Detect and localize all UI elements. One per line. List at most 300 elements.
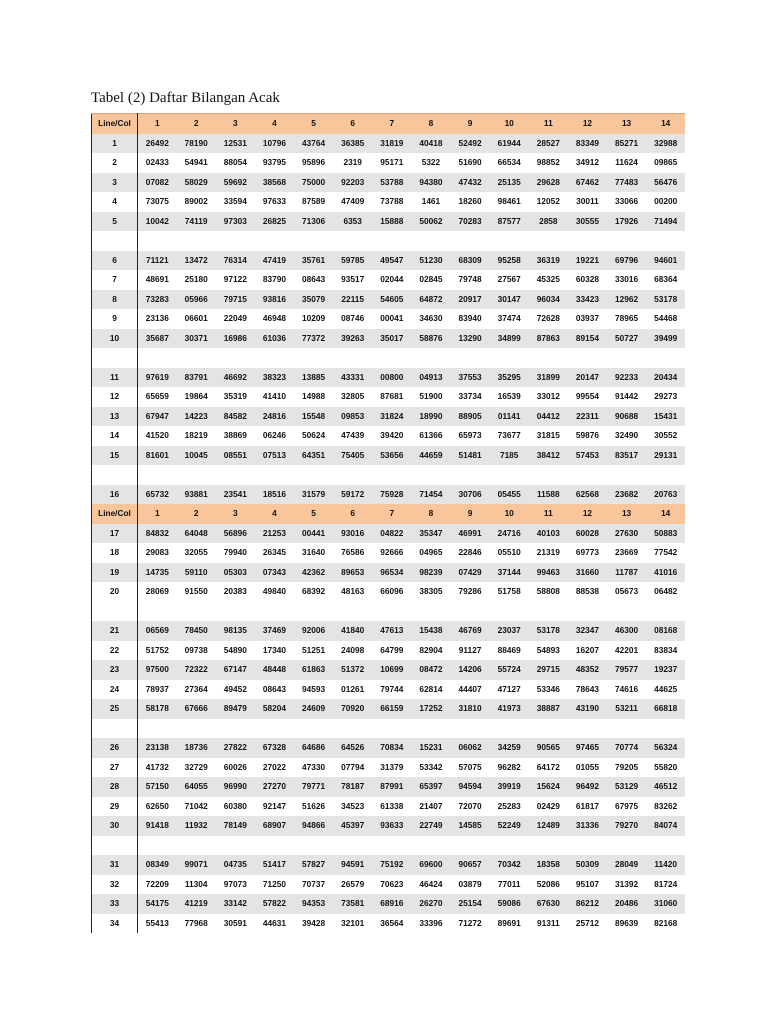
random-number-cell: 72209 <box>138 875 177 895</box>
random-number-cell: 87991 <box>372 777 411 797</box>
random-number-cell: 51230 <box>411 251 450 271</box>
random-number-cell: 93795 <box>255 153 294 173</box>
random-number-cell: 68309 <box>451 251 490 271</box>
random-number-cell: 72322 <box>177 660 216 680</box>
table-row <box>92 270 686 290</box>
spacer-cell <box>92 719 138 739</box>
random-number-cell: 65732 <box>138 485 177 505</box>
random-number-cell: 34899 <box>490 329 529 349</box>
random-number-cell: 66159 <box>372 699 411 719</box>
column-header: 12 <box>568 114 607 134</box>
table-row <box>92 134 686 154</box>
random-number-cell: 2858 <box>529 212 568 232</box>
random-number-cell: 53342 <box>411 758 450 778</box>
random-number-cell: 24609 <box>294 699 333 719</box>
random-number-cell: 61036 <box>255 329 294 349</box>
random-number-cell: 77483 <box>607 173 646 193</box>
random-number-cell: 47439 <box>333 426 372 446</box>
random-number-cell: 92203 <box>333 173 372 193</box>
random-number-cell: 87589 <box>294 192 333 212</box>
random-number-cell: 46512 <box>646 777 685 797</box>
random-number-cell: 31336 <box>568 816 607 836</box>
random-number-cell: 71306 <box>294 212 333 232</box>
random-number-cell: 44625 <box>646 680 685 700</box>
random-number-cell: 90688 <box>607 407 646 427</box>
random-number-cell: 31392 <box>607 875 646 895</box>
random-number-cell: 87863 <box>529 329 568 349</box>
random-number-cell: 51372 <box>333 660 372 680</box>
random-number-cell: 71454 <box>411 485 450 505</box>
random-number-cell: 25283 <box>490 797 529 817</box>
random-number-cell: 30011 <box>568 192 607 212</box>
random-number-cell: 98239 <box>411 563 450 583</box>
random-number-cell: 33396 <box>411 914 450 934</box>
random-number-cell: 88469 <box>490 641 529 661</box>
random-number-cell: 21253 <box>255 524 294 544</box>
random-number-cell: 67666 <box>177 699 216 719</box>
random-number-cell: 20383 <box>216 582 255 602</box>
table-row <box>92 816 686 836</box>
random-number-cell: 46948 <box>255 309 294 329</box>
random-number-cell: 35319 <box>216 387 255 407</box>
random-number-cell: 95107 <box>568 875 607 895</box>
random-number-cell: 33734 <box>451 387 490 407</box>
table-row <box>92 680 686 700</box>
line-col-header: Line/Col <box>92 114 138 134</box>
random-number-cell: 12531 <box>216 134 255 154</box>
line-number: 24 <box>92 680 138 700</box>
random-number-cell: 43331 <box>333 368 372 388</box>
random-number-cell: 56896 <box>216 524 255 544</box>
random-number-cell: 32729 <box>177 758 216 778</box>
random-number-cell: 10042 <box>138 212 177 232</box>
random-number-cell: 47330 <box>294 758 333 778</box>
random-number-cell: 81724 <box>646 875 685 895</box>
random-number-cell: 51900 <box>411 387 450 407</box>
random-number-cell: 35687 <box>138 329 177 349</box>
random-number-cell: 58204 <box>255 699 294 719</box>
line-number: 25 <box>92 699 138 719</box>
random-number-cell: 97122 <box>216 270 255 290</box>
column-header: 9 <box>451 504 490 524</box>
random-number-cell: 11932 <box>177 816 216 836</box>
random-number-cell: 31819 <box>372 134 411 154</box>
column-header: 5 <box>294 504 333 524</box>
random-number-cell: 07343 <box>255 563 294 583</box>
random-number-cell: 94594 <box>451 777 490 797</box>
random-number-cell: 51251 <box>294 641 333 661</box>
table-row <box>92 563 686 583</box>
random-number-cell: 12052 <box>529 192 568 212</box>
random-number-cell: 61817 <box>568 797 607 817</box>
random-number-cell: 35017 <box>372 329 411 349</box>
random-number-cell: 84074 <box>646 816 685 836</box>
random-number-cell: 41410 <box>255 387 294 407</box>
random-number-cell: 43764 <box>294 134 333 154</box>
random-number-cell: 58808 <box>529 582 568 602</box>
random-number-cell: 78937 <box>138 680 177 700</box>
random-number-cell: 61863 <box>294 660 333 680</box>
random-number-cell: 15888 <box>372 212 411 232</box>
random-number-cell: 00441 <box>294 524 333 544</box>
random-number-cell: 45397 <box>333 816 372 836</box>
random-number-cell: 96034 <box>529 290 568 310</box>
random-number-cell: 73788 <box>372 192 411 212</box>
random-number-cell: 06246 <box>255 426 294 446</box>
random-number-cell: 89653 <box>333 563 372 583</box>
random-number-cell: 06601 <box>177 309 216 329</box>
random-number-cell: 07513 <box>255 446 294 466</box>
random-number-cell: 95896 <box>294 153 333 173</box>
column-header: 2 <box>177 504 216 524</box>
random-number-cell: 58178 <box>138 699 177 719</box>
table-row <box>92 914 686 934</box>
random-number-cell: 15431 <box>646 407 685 427</box>
random-number-cell: 15231 <box>411 738 450 758</box>
random-number-cell: 81601 <box>138 446 177 466</box>
random-number-cell: 55820 <box>646 758 685 778</box>
random-number-cell: 97619 <box>138 368 177 388</box>
random-number-cell: 51481 <box>451 446 490 466</box>
random-number-cell: 11624 <box>607 153 646 173</box>
random-number-cell: 49840 <box>255 582 294 602</box>
random-number-cell: 94380 <box>411 173 450 193</box>
random-number-cell: 70920 <box>333 699 372 719</box>
random-number-cell: 34630 <box>411 309 450 329</box>
random-number-cell: 97303 <box>216 212 255 232</box>
random-number-cell: 27822 <box>216 738 255 758</box>
random-number-cell: 48691 <box>138 270 177 290</box>
random-number-cell: 55724 <box>490 660 529 680</box>
random-number-cell: 53211 <box>607 699 646 719</box>
column-header: 10 <box>490 504 529 524</box>
random-number-cell: 71121 <box>138 251 177 271</box>
random-number-cell: 61944 <box>490 134 529 154</box>
random-number-cell: 04913 <box>411 368 450 388</box>
random-number-cell: 04735 <box>216 855 255 875</box>
random-number-cell: 11304 <box>177 875 216 895</box>
random-number-cell: 16539 <box>490 387 529 407</box>
random-number-cell: 05455 <box>490 485 529 505</box>
random-number-cell: 57075 <box>451 758 490 778</box>
random-number-cell: 68392 <box>294 582 333 602</box>
line-number: 17 <box>92 524 138 544</box>
column-header: 7 <box>372 504 411 524</box>
line-col-header: Line/Col <box>92 504 138 524</box>
random-number-cell: 59692 <box>216 173 255 193</box>
random-number-cell: 38412 <box>529 446 568 466</box>
random-number-cell: 67630 <box>529 894 568 914</box>
random-number-cell: 13885 <box>294 368 333 388</box>
random-number-cell: 71494 <box>646 212 685 232</box>
random-number-cell: 22846 <box>451 543 490 563</box>
line-number: 20 <box>92 582 138 602</box>
table-row <box>92 309 686 329</box>
random-number-cell: 92006 <box>294 621 333 641</box>
random-number-cell: 92233 <box>607 368 646 388</box>
spacer-row <box>92 719 686 739</box>
random-number-cell: 32347 <box>568 621 607 641</box>
random-number-cell: 70283 <box>451 212 490 232</box>
column-header: 14 <box>646 114 685 134</box>
random-number-cell: 32805 <box>333 387 372 407</box>
random-number-cell: 82168 <box>646 914 685 934</box>
random-number-cell: 26579 <box>333 875 372 895</box>
random-number-cell: 33142 <box>216 894 255 914</box>
random-number-cell: 32055 <box>177 543 216 563</box>
random-number-cell: 37553 <box>451 368 490 388</box>
line-number: 27 <box>92 758 138 778</box>
table-row <box>92 641 686 661</box>
random-number-cell: 17926 <box>607 212 646 232</box>
random-number-cell: 66818 <box>646 699 685 719</box>
random-number-cell: 23037 <box>490 621 529 641</box>
random-number-cell: 44659 <box>411 446 450 466</box>
random-number-cell: 53129 <box>607 777 646 797</box>
random-number-cell: 96990 <box>216 777 255 797</box>
random-number-cell: 53788 <box>372 173 411 193</box>
random-number-cell: 53656 <box>372 446 411 466</box>
random-number-cell: 78450 <box>177 621 216 641</box>
line-number: 32 <box>92 875 138 895</box>
random-number-cell: 75928 <box>372 485 411 505</box>
random-number-cell: 12962 <box>607 290 646 310</box>
random-number-cell: 16207 <box>568 641 607 661</box>
random-number-cell: 70834 <box>372 738 411 758</box>
random-number-cell: 51690 <box>451 153 490 173</box>
random-number-cell: 60026 <box>216 758 255 778</box>
random-number-cell: 90657 <box>451 855 490 875</box>
random-number-cell: 35079 <box>294 290 333 310</box>
random-number-cell: 96492 <box>568 777 607 797</box>
random-number-cell: 05510 <box>490 543 529 563</box>
random-number-cell: 79940 <box>216 543 255 563</box>
random-number-cell: 94591 <box>333 855 372 875</box>
random-number-cell: 07082 <box>138 173 177 193</box>
random-number-cell: 41016 <box>646 563 685 583</box>
random-number-cell: 29273 <box>646 387 685 407</box>
random-number-cell: 94866 <box>294 816 333 836</box>
random-number-cell: 41973 <box>490 699 529 719</box>
random-number-cell: 54605 <box>372 290 411 310</box>
random-number-cell: 50727 <box>607 329 646 349</box>
random-number-cell: 19864 <box>177 387 216 407</box>
random-number-cell: 47432 <box>451 173 490 193</box>
random-number-cell: 30371 <box>177 329 216 349</box>
random-number-cell: 54175 <box>138 894 177 914</box>
random-number-cell: 04965 <box>411 543 450 563</box>
random-number-cell: 14988 <box>294 387 333 407</box>
random-number-cell: 54941 <box>177 153 216 173</box>
random-number-cell: 49452 <box>216 680 255 700</box>
random-number-cell: 38869 <box>216 426 255 446</box>
random-number-cell: 15548 <box>294 407 333 427</box>
random-number-cell: 39263 <box>333 329 372 349</box>
random-number-cell: 14206 <box>451 660 490 680</box>
random-number-cell: 28069 <box>138 582 177 602</box>
random-number-cell: 50309 <box>568 855 607 875</box>
random-number-cell: 47409 <box>333 192 372 212</box>
random-number-cell: 90565 <box>529 738 568 758</box>
random-number-cell: 15438 <box>411 621 450 641</box>
random-number-cell: 27364 <box>177 680 216 700</box>
random-number-cell: 33594 <box>216 192 255 212</box>
random-number-cell: 10796 <box>255 134 294 154</box>
random-number-cell: 24816 <box>255 407 294 427</box>
random-number-cell: 5322 <box>411 153 450 173</box>
random-number-cell: 83834 <box>646 641 685 661</box>
line-number: 2 <box>92 153 138 173</box>
random-number-cell: 97465 <box>568 738 607 758</box>
random-number-cell: 38305 <box>411 582 450 602</box>
table-row <box>92 543 686 563</box>
random-number-cell: 00041 <box>372 309 411 329</box>
random-number-cell: 51758 <box>490 582 529 602</box>
random-number-cell: 89002 <box>177 192 216 212</box>
random-number-cell: 36319 <box>529 251 568 271</box>
spacer-cell <box>92 231 138 251</box>
random-number-cell: 24098 <box>333 641 372 661</box>
random-number-cell: 41732 <box>138 758 177 778</box>
column-header: 3 <box>216 114 255 134</box>
random-number-cell: 04412 <box>529 407 568 427</box>
random-number-cell: 65973 <box>451 426 490 446</box>
random-number-cell: 38323 <box>255 368 294 388</box>
spacer-cell <box>138 465 686 485</box>
random-number-cell: 33423 <box>568 290 607 310</box>
random-number-cell: 48448 <box>255 660 294 680</box>
random-number-cell: 59172 <box>333 485 372 505</box>
spacer-cell <box>138 719 686 739</box>
random-number-cell: 29131 <box>646 446 685 466</box>
random-number-cell: 44631 <box>255 914 294 934</box>
random-number-cell: 60380 <box>216 797 255 817</box>
random-number-cell: 98135 <box>216 621 255 641</box>
random-number-cell: 21319 <box>529 543 568 563</box>
random-number-cell: 99463 <box>529 563 568 583</box>
random-number-cell: 54890 <box>216 641 255 661</box>
random-number-cell: 11787 <box>607 563 646 583</box>
table-row <box>92 446 686 466</box>
random-number-cell: 66534 <box>490 153 529 173</box>
random-number-cell: 87681 <box>372 387 411 407</box>
random-number-cell: 13290 <box>451 329 490 349</box>
random-number-cell: 27022 <box>255 758 294 778</box>
random-number-cell: 93881 <box>177 485 216 505</box>
table-row <box>92 660 686 680</box>
random-number-cell: 07794 <box>333 758 372 778</box>
random-number-cell: 79744 <box>372 680 411 700</box>
random-number-cell: 25712 <box>568 914 607 934</box>
random-number-cell: 71042 <box>177 797 216 817</box>
random-number-cell: 67328 <box>255 738 294 758</box>
random-number-cell: 75192 <box>372 855 411 875</box>
line-number: 23 <box>92 660 138 680</box>
random-number-cell: 00800 <box>372 368 411 388</box>
random-number-cell: 94601 <box>646 251 685 271</box>
random-number-cell: 62650 <box>138 797 177 817</box>
spacer-cell <box>138 231 686 251</box>
random-number-cell: 30591 <box>216 914 255 934</box>
random-number-cell: 51417 <box>255 855 294 875</box>
random-number-cell: 26270 <box>411 894 450 914</box>
random-number-cell: 25135 <box>490 173 529 193</box>
table-row <box>92 251 686 271</box>
random-number-cell: 31899 <box>529 368 568 388</box>
random-number-cell: 70623 <box>372 875 411 895</box>
random-number-cell: 39420 <box>372 426 411 446</box>
column-header: 8 <box>411 114 450 134</box>
random-number-cell: 31660 <box>568 563 607 583</box>
random-number-cell: 51626 <box>294 797 333 817</box>
random-number-cell: 46692 <box>216 368 255 388</box>
random-number-cell: 46991 <box>451 524 490 544</box>
column-header: 4 <box>255 114 294 134</box>
random-number-cell: 56324 <box>646 738 685 758</box>
random-number-cell: 69600 <box>411 855 450 875</box>
column-header: 10 <box>490 114 529 134</box>
random-number-cell: 67462 <box>568 173 607 193</box>
random-number-cell: 20763 <box>646 485 685 505</box>
line-number: 12 <box>92 387 138 407</box>
spacer-cell <box>92 602 138 622</box>
random-number-cell: 60328 <box>568 270 607 290</box>
random-number-cell: 74119 <box>177 212 216 232</box>
random-number-cell: 6353 <box>333 212 372 232</box>
random-number-cell: 79577 <box>607 660 646 680</box>
random-number-cell: 53346 <box>529 680 568 700</box>
table-row <box>92 153 686 173</box>
table-row <box>92 426 686 446</box>
random-number-cell: 79771 <box>294 777 333 797</box>
random-number-cell: 61338 <box>372 797 411 817</box>
random-number-cell: 34259 <box>490 738 529 758</box>
spacer-row <box>92 465 686 485</box>
random-number-cell: 43190 <box>568 699 607 719</box>
spacer-cell <box>138 836 686 856</box>
random-number-cell: 93517 <box>333 270 372 290</box>
column-header: 1 <box>138 114 177 134</box>
line-number: 18 <box>92 543 138 563</box>
random-number-cell: 10699 <box>372 660 411 680</box>
random-number-cell: 08551 <box>216 446 255 466</box>
random-number-cell: 18990 <box>411 407 450 427</box>
line-number: 33 <box>92 894 138 914</box>
random-number-cell: 26345 <box>255 543 294 563</box>
line-number: 1 <box>92 134 138 154</box>
column-header: 6 <box>333 504 372 524</box>
random-number-cell: 64351 <box>294 446 333 466</box>
table-row <box>92 290 686 310</box>
random-number-cell: 65397 <box>411 777 450 797</box>
random-number-cell: 50624 <box>294 426 333 446</box>
random-number-cell: 48163 <box>333 582 372 602</box>
random-number-cell: 95171 <box>372 153 411 173</box>
random-number-cell: 31060 <box>646 894 685 914</box>
random-number-cell: 22749 <box>411 816 450 836</box>
random-number-cell: 79270 <box>607 816 646 836</box>
random-number-cell: 88538 <box>568 582 607 602</box>
line-number: 7 <box>92 270 138 290</box>
random-number-cell: 20147 <box>568 368 607 388</box>
column-header-row <box>92 504 686 524</box>
random-number-cell: 71272 <box>451 914 490 934</box>
random-number-cell: 18358 <box>529 855 568 875</box>
random-number-cell: 44407 <box>451 680 490 700</box>
random-number-cell: 02429 <box>529 797 568 817</box>
random-number-cell: 53178 <box>646 290 685 310</box>
random-number-cell: 66096 <box>372 582 411 602</box>
